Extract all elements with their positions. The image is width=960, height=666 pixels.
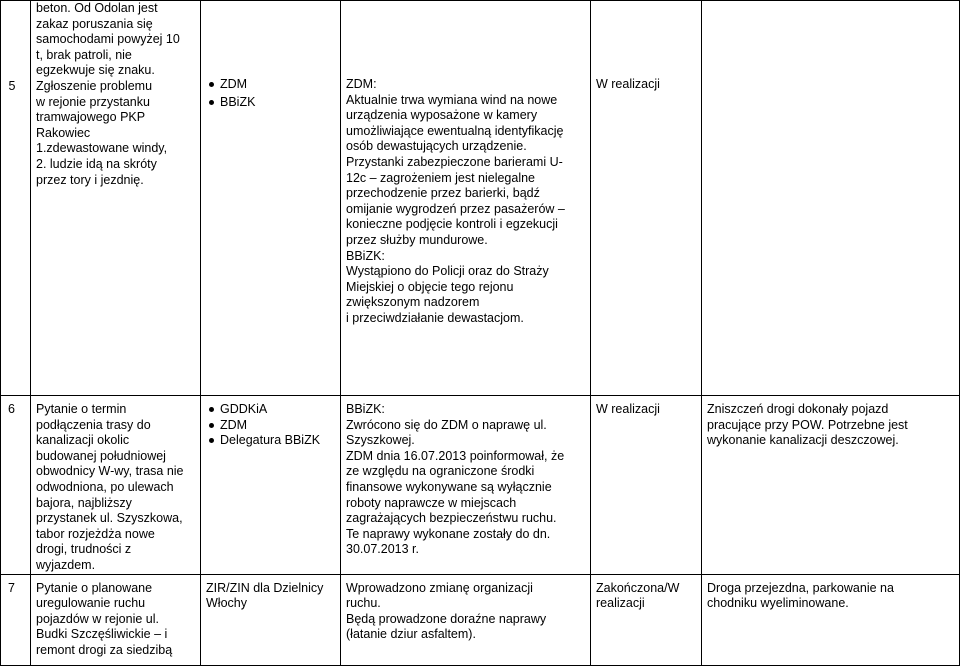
actions-line: ZDM dnia 16.07.2013 poinformował, że [346, 448, 565, 463]
topic-cell [31, 1, 201, 396]
actions-line: urządzenia wyposażone w kamery [346, 108, 538, 123]
actions-cell [341, 1, 591, 396]
bullet-icon [209, 423, 214, 428]
actions-line: (łatanie dziur asfaltem). [346, 627, 476, 642]
topic-line: t, brak patroli, nie [36, 47, 132, 62]
row-number: 7 [8, 580, 15, 595]
responsible-item: ZDM [206, 77, 336, 93]
topic-line: obwodnicy W-wy, trasa nie [36, 464, 184, 479]
actions-line: zwiększonym nadzorem [346, 295, 480, 310]
responsible-item: ZDM [206, 418, 336, 434]
topic-line: 1.zdewastowane windy, [36, 141, 168, 156]
row-number: 5 [8, 78, 16, 93]
actions-line: ruchu. [346, 596, 381, 611]
table-row [1, 396, 960, 575]
actions-line: omijanie wygrodzeń przez pasażerów – [346, 201, 565, 216]
actions-line: roboty naprawcze w miejscach [346, 495, 517, 510]
status-text: W realizacji [596, 402, 660, 416]
topic-line: tramwajowego PKP [36, 110, 146, 125]
topic-cell [31, 574, 201, 665]
topic-line: 2. ludzie idą na skróty [36, 156, 157, 171]
topic-line: drogi, trudności z [36, 542, 132, 557]
status-text: Zakończona/W [596, 580, 680, 595]
actions-line: osób dewastujących urządzenie. [346, 139, 527, 154]
remarks-line: chodniku wyeliminowane. [707, 596, 849, 611]
status-cell [591, 396, 702, 575]
remarks-cell [702, 574, 960, 665]
topic-cell [31, 396, 201, 575]
topic-line: samochodami powyżej 10 [36, 32, 180, 47]
topic-line: egzekwuje się znaku. [36, 63, 155, 78]
actions-line: 12c – zagrożeniem jest nielegalne [346, 170, 536, 185]
actions-line: zagrażających bezpieczeństwu ruchu. [346, 511, 557, 526]
bullet-icon [209, 82, 214, 87]
responsible-line: ZIR/ZIN dla Dzielnicy [206, 580, 324, 595]
actions-line: BBiZK: [346, 248, 385, 263]
actions-line: Szyszkowej. [346, 433, 415, 448]
actions-line: ze względu na ograniczone środki [346, 464, 535, 479]
actions-line: ZDM: [346, 77, 377, 91]
topic-line: beton. Od Odolan jest [36, 1, 158, 15]
actions-line: i przeciwdziałanie dewastacjom. [346, 310, 524, 325]
topic-line: Pytanie o termin [36, 402, 127, 416]
row-number: 6 [8, 402, 15, 416]
actions-line: BBiZK: [346, 402, 385, 416]
topic-line: wyjazdem. [36, 557, 96, 572]
responsible-item: GDDKiA [206, 402, 336, 418]
actions-line: finansowe wykonywane są wyłącznie [346, 479, 552, 494]
row-number-cell [1, 396, 31, 575]
actions-line: konieczne podjęcie kontroli i egzekucji [346, 217, 558, 232]
actions-line: Wystąpiono do Policji oraz do Straży [346, 264, 549, 279]
actions-line: 30.07.2013 r. [346, 542, 419, 557]
topic-line: w rejonie przystanku [36, 94, 150, 109]
topic-line: tabor rozjeżdża nowe [36, 526, 155, 541]
actions-line: przechodzenie przez barierki, bądź [346, 186, 540, 201]
actions-line: Aktualnie trwa wymiana wind na nowe [346, 92, 558, 107]
table-row [1, 574, 960, 665]
remarks-line: wykonanie kanalizacji deszczowej. [707, 433, 899, 448]
row-number-cell [1, 574, 31, 665]
status-cell [591, 1, 702, 396]
responsible-cell [201, 396, 341, 575]
topic-line: Rakowiec [36, 125, 91, 140]
actions-cell [341, 574, 591, 665]
remarks-cell [702, 396, 960, 575]
table-row [1, 1, 960, 396]
topic-line: pojazdów w rejonie ul. [36, 611, 159, 626]
actions-line: Wprowadzono zmianę organizacji [346, 580, 533, 595]
actions-line: umożliwiające ewentualną identyfikację [346, 123, 564, 138]
topic-line: Zgłoszenie problemu [36, 78, 153, 93]
remarks-line: Droga przejezdna, parkowanie na [707, 580, 894, 595]
topic-line: Pytanie o planowane [36, 580, 153, 595]
topic-line: bajora, najbliższy [36, 495, 132, 510]
status-cell [591, 574, 702, 665]
status-text: W realizacji [596, 77, 660, 91]
topic-line: kanalizacji okolic [36, 433, 130, 448]
responsible-line: Włochy [206, 596, 247, 611]
responsible-cell [201, 1, 341, 396]
topic-line: uregulowanie ruchu [36, 596, 146, 611]
actions-line: Miejskiej o objęcie tego rejonu [346, 279, 514, 294]
remarks-line: Zniszczeń drogi dokonały pojazd [707, 402, 889, 416]
actions-cell [341, 396, 591, 575]
responsible-item: Delegatura BBiZK [206, 433, 336, 449]
responsible-item: BBiZK [206, 95, 336, 111]
topic-line: remont drogi za siedzibą [36, 642, 173, 657]
actions-line: Te naprawy wykonane zostały do dn. [346, 526, 551, 541]
actions-line: Zwrócono się do ZDM o naprawę ul. [346, 417, 547, 432]
actions-line: Przystanki zabezpieczone barierami U- [346, 154, 563, 169]
bullet-icon [209, 407, 214, 412]
remarks-cell [702, 1, 960, 396]
status-text: realizacji [596, 596, 645, 611]
bullet-icon [209, 100, 214, 105]
topic-line: odwodniona, po ulewach [36, 479, 174, 494]
actions-line: przez służby mundurowe. [346, 232, 488, 247]
actions-line: Będą prowadzone doraźne naprawy [346, 611, 547, 626]
row-number-cell [1, 1, 31, 396]
topic-line: budowanej południowej [36, 448, 166, 463]
responsible-cell [201, 574, 341, 665]
topic-line: przystanek ul. Szyszkowa, [36, 511, 183, 526]
topic-line: przez tory i jezdnię. [36, 172, 144, 187]
topic-line: zakaz poruszania się [36, 16, 153, 31]
remarks-line: pracujące przy POW. Potrzebne jest [707, 417, 908, 432]
topic-line: Budki Szczęśliwickie – i [36, 627, 168, 642]
bullet-icon [209, 438, 214, 443]
topic-line: podłączenia trasy do [36, 417, 151, 432]
